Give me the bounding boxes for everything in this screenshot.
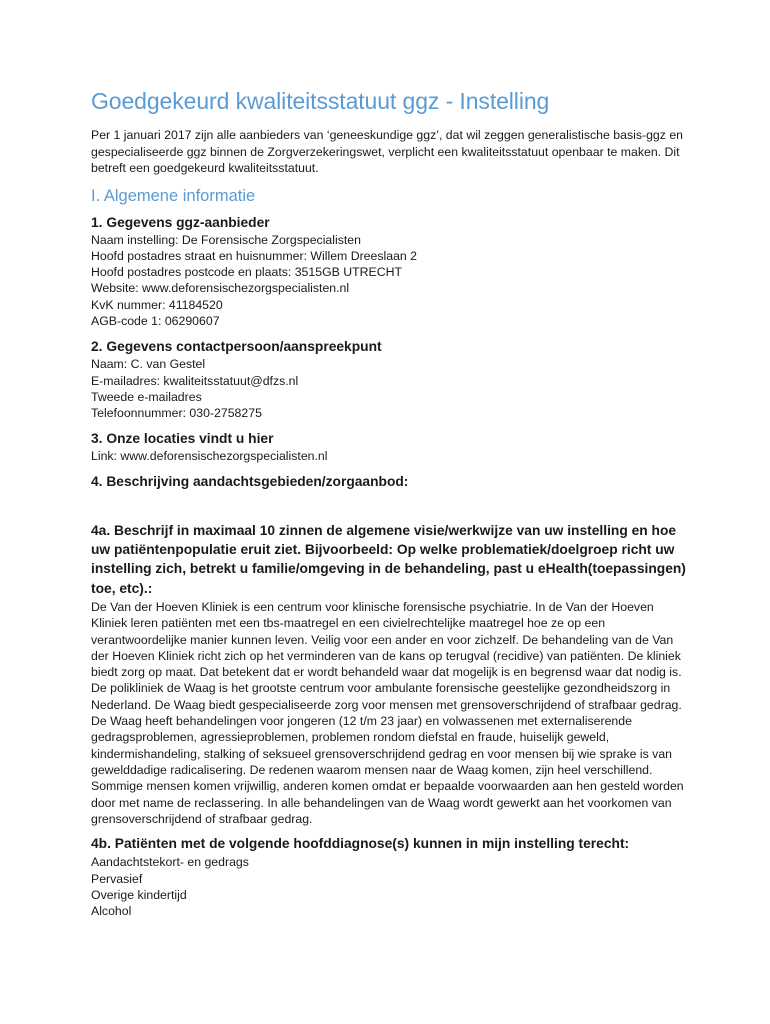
answer-4a-paragraph-1: De Van der Hoeven Kliniek is een centrum voor klinische forensische psychiatrie. In de Van der Hoeven Kliniek leren patiënten met een tbs-maatregel en een civielrechtelijke maatregel hoe ze op een verantwoordelijke manier kunnen leven. Veilig voor een ander en voor zichzelf. De behandeling van de Van der Hoeven Kliniek richt zich op het verminderen van de kans op terugval (recidive) van patiënten. De kliniek biedt zorg op maat. Dat betekent dat er wordt behandeld waar dat mogelijk is en begrensd waar dat nodig is. <box>91 599 682 680</box>
provider-kvk: KvK nummer: 41184520 <box>91 297 223 312</box>
provider-agb: AGB-code 1: 06290607 <box>91 313 220 328</box>
contact-email: E-mailadres: kwaliteitsstatuut@dfzs.nl <box>91 373 299 388</box>
provider-street: Hoofd postadres straat en huisnummer: Willem Dreeslaan 2 <box>91 248 418 263</box>
intro-paragraph: Per 1 januari 2017 zijn alle aanbieders van ‘geneeskundige ggz’, dat wil zeggen generalistische basis-ggz en gespecialiseerde ggz binnen de Zorgverzekeringswet, verplicht een kwaliteitsstatuut openbaar te maken. Dit betreft een goedgekeurd kwaliteitsstatuut. <box>91 128 683 175</box>
question-4b: 4b. Patiënten met de volgende hoofddiagnose(s) kunnen in mijn instelling terecht: <box>91 836 630 852</box>
diagnosis-list <box>91 854 690 919</box>
contact-email-2: Tweede e-mailadres <box>91 389 202 404</box>
focus-heading: 4. Beschrijving aandachtsgebieden/zorgaanbod: <box>91 473 409 489</box>
diagnosis-item: Overige kindertijd <box>91 888 187 902</box>
diagnosis-item: Alcohol <box>91 904 132 919</box>
locations-link: Link: www.deforensischezorgspecialisten.nl <box>91 449 328 464</box>
contact-details <box>91 356 690 421</box>
provider-website: Website: www.deforensischezorgspecialisten.nl <box>91 281 350 296</box>
contact-name: Naam: C. van Gestel <box>91 357 206 372</box>
provider-postcode: Hoofd postadres postcode en plaats: 3515GB UTRECHT <box>91 265 403 280</box>
provider-name: Naam instelling: De Forensische Zorgspecialisten <box>91 232 361 247</box>
provider-heading: 1. Gegevens ggz-aanbieder <box>91 214 270 230</box>
question-4a: 4a. Beschrijf in maximaal 10 zinnen de algemene visie/werkwijze van uw instelling en hoe uw patiëntenpopulatie eruit ziet. Bijvoorbeeld: Op welke problematiek/doelgroep richt uw instelling zich, betrekt u familie/omgeving in de behandeling, past u eHealth(toepassingen) toe, etc).: <box>91 522 686 596</box>
section-title-general-info: I. Algemene informatie <box>91 186 256 205</box>
contact-heading: 2. Gegevens contactpersoon/aanspreekpunt <box>91 339 382 355</box>
provider-details <box>91 232 690 330</box>
answer-4a-paragraph-2: De polikliniek de Waag is het grootste centrum voor ambulante forensische geestelijke gezondheidszorg in Nederland. De Waag biedt gespecialiseerde zorg voor mensen met grensoverschrijdend of strafbaar gedrag. De Waag heeft behandelingen voor jongeren (12 t/m 23 jaar) en volwassenen met externaliserende gedragsproblemen, agressieproblemen, problemen rondom diefstal en fraude, huiselijk geweld, kindermishandeling, stalking of seksueel grensoverschrijdend gedrag en voor mensen bij wie sprake is van gewelddadige radicalisering. De redenen waarom mensen naar de Waag komen, zijn heel verschillend. Sommige mensen komen vrijwillig, anderen komen omdat er bepaalde voorwaarden aan hen gesteld worden door met name de reclassering. In alle behandelingen van de Waag wordt gewerkt aan het voorkomen van grensoverschrijdend of strafbaar gedrag. <box>91 681 684 826</box>
contact-phone: Telefoonnummer: 030-2758275 <box>91 406 262 421</box>
diagnosis-item: Aandachtstekort- en gedrags <box>91 855 249 870</box>
document-title: Goedgekeurd kwaliteitsstatuut ggz - Instelling <box>91 88 550 114</box>
diagnosis-item: Pervasief <box>91 871 143 886</box>
locations-heading: 3. Onze locaties vindt u hier <box>91 431 274 447</box>
